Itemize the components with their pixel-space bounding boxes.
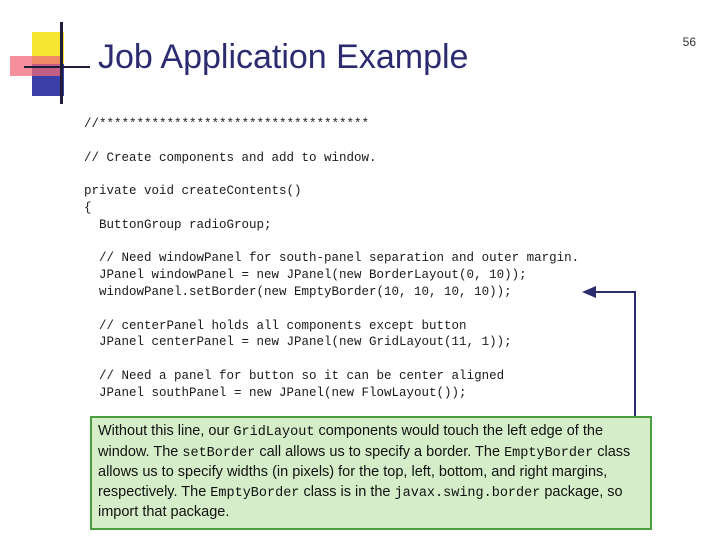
code-line: JPanel southPanel = new JPanel(new FlowLayout()); [84, 385, 467, 400]
callout-text: components would touch the left edge of the window. The [98, 423, 604, 460]
callout-code: GridLayout [233, 425, 315, 440]
code-line: private void createContents() [84, 184, 302, 199]
callout-code: javax.swing.border [394, 485, 541, 501]
callout-text: package, so import that package. [98, 483, 623, 520]
code-line: windowPanel.setBorder(new EmptyBorder(10, 10, 10, 10)); [84, 284, 512, 299]
code-line: JPanel centerPanel = new JPanel(new GridLayout(11, 1)); [84, 335, 512, 350]
callout-text: call allows us to specify a border. The [255, 443, 505, 460]
code-line: // Need windowPanel for south-panel separation and outer margin. [84, 251, 580, 266]
callout-box [90, 416, 652, 530]
slide-title: Job Application Example [98, 38, 469, 76]
callout-code: EmptyBorder [210, 485, 300, 501]
code-line: // Need a panel for button so it can be center aligned [84, 368, 505, 383]
code-line: JPanel windowPanel = new JPanel(new BorderLayout(0, 10)); [84, 268, 527, 283]
callout-connector-line [594, 292, 635, 418]
arrow-head [582, 286, 596, 298]
callout-text: class allows us to specify widths (in pixels) for the top, left, bottom, and right margins, respectively. The [98, 443, 631, 500]
callout-code: EmptyBorder [504, 445, 594, 461]
code-line: ButtonGroup radioGroup; [84, 217, 272, 232]
code-line: // centerPanel holds all components except button [84, 318, 467, 333]
code-line: { [84, 200, 92, 215]
callout-text: Without this line, our [98, 423, 234, 439]
page-number: 56 [682, 35, 696, 49]
code-line: //************************************ [84, 117, 370, 131]
code-line: // Create components and add to window. [84, 150, 377, 165]
callout-text: class is in the [299, 483, 395, 500]
callout-code: setBorder [182, 445, 256, 461]
